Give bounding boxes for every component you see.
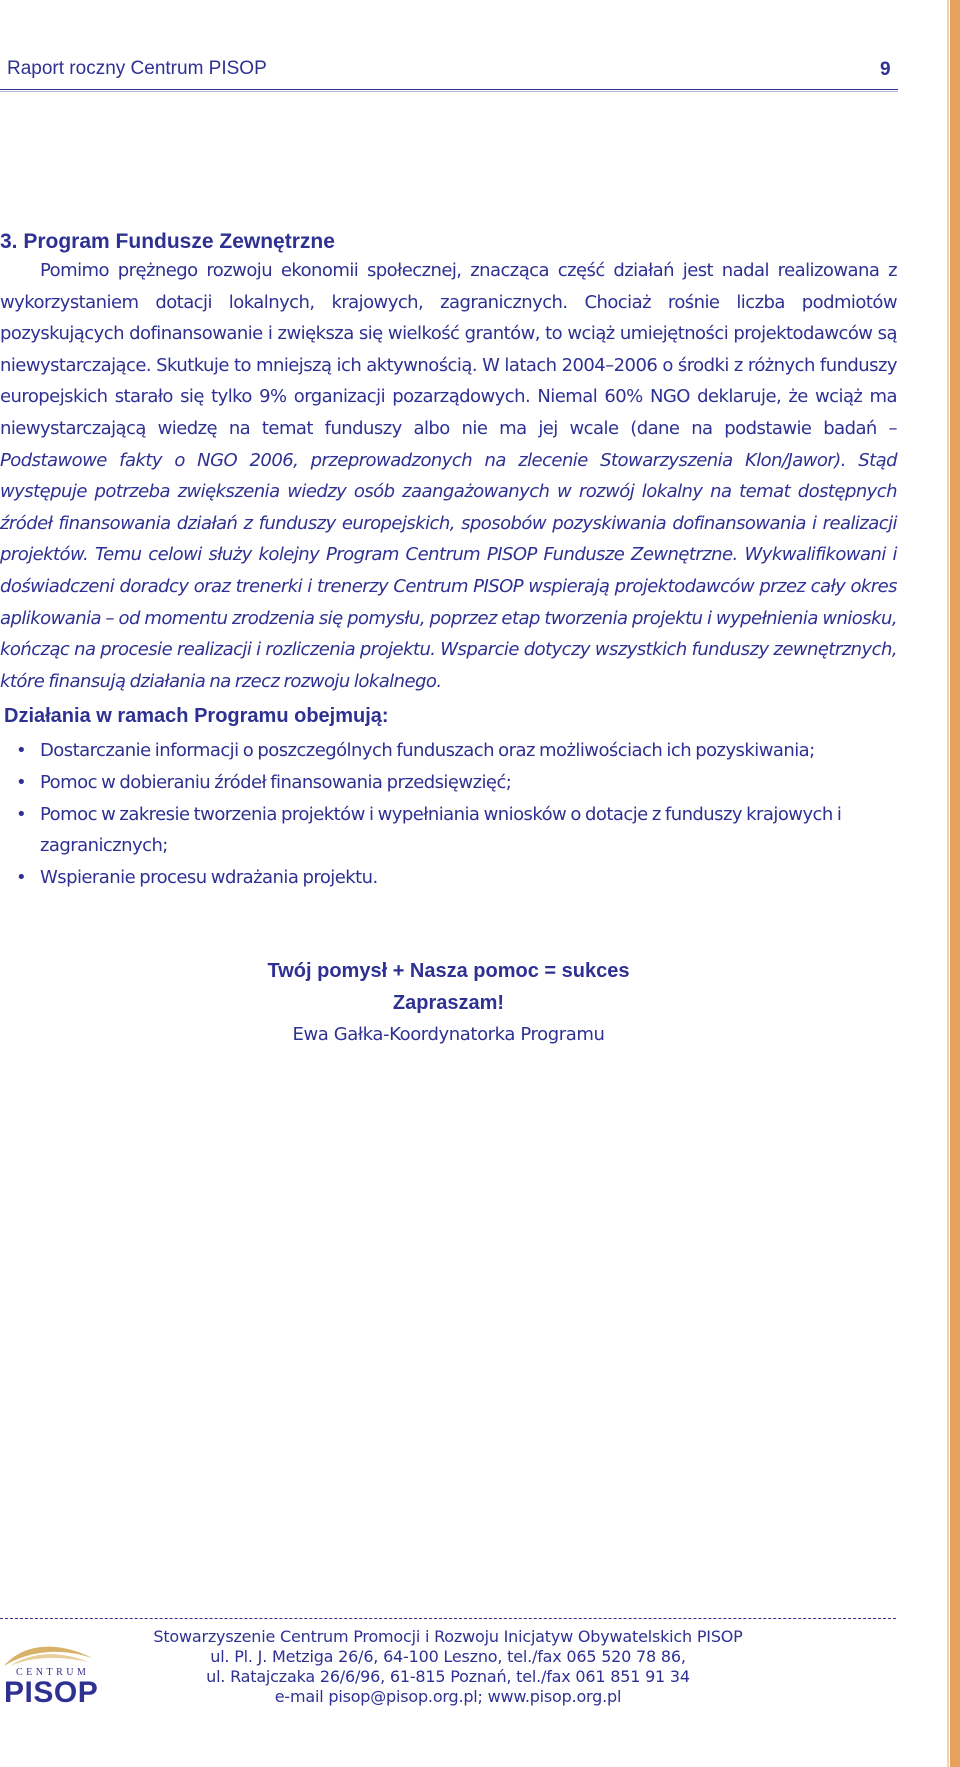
page-edge-accent-bar (950, 0, 960, 1767)
section-title: 3. Program Fundusze Zewnętrzne (0, 230, 335, 253)
footer-line: ul. Ratajczaka 26/6/96, 61-815 Poznań, tel./fax 061 851 91 34 (206, 1667, 690, 1686)
bullet-icon: • (16, 803, 27, 825)
logo-small-text: CENTRUM (16, 1667, 90, 1678)
bullet-icon: • (16, 740, 27, 762)
list-item-text: Dostarczanie informacji o poszczególnych funduszach oraz możliwościach ich pozyskiwania; (40, 740, 815, 762)
list-item-text: Wspieranie procesu wdrażania projektu. (40, 866, 378, 888)
closing-signature: Ewa Gałka-Koordynatorka Programu (292, 1024, 605, 1045)
footer-contact (0, 1627, 896, 1707)
list-item (16, 862, 897, 894)
header-divider-light (0, 91, 898, 92)
footer-line: Stowarzyszenie Centrum Promocji i Rozwoju Inicjatyw Obywatelskich PISOP (153, 1627, 743, 1646)
list-item (16, 735, 897, 767)
list-item (16, 799, 897, 862)
list-item (16, 767, 897, 799)
closing-invite: Zapraszam! (392, 992, 505, 1014)
bullet-icon: • (16, 771, 27, 793)
bullet-icon: • (16, 866, 27, 888)
header-title: Raport roczny Centrum PISOP (7, 58, 267, 79)
page-number: 9 (880, 59, 891, 80)
activities-heading: Działania w ramach Programu obejmują: (4, 705, 389, 728)
footer-divider (0, 1618, 896, 1619)
activities-list (0, 735, 897, 893)
header-divider (0, 89, 898, 90)
paragraph-text-regular: Pomimo prężnego rozwoju ekonomii społecznej, znacząca część działań jest nadal realizowana z wykorzystaniem dotacji lokalnych, krajowych, zagranicznych. Chociaż rośnie liczba podmiotów pozyskujących dofinansowanie i zwiększa się wielkość grantów, to wciąż umiejętności projektodawców są niewystarczające. Skutkuje to mniejszą ich aktywnością. W latach 2004–2006 o środki z różnych funduszy europejskich starało się tylko 9% organizacji pozarządowych. Niemal 60% NGO deklaruje, że wciąż ma niewystarczającą wiedzę na temat funduszy albo nie ma jej wcale (dane na podstawie badań (0, 260, 897, 439)
footer-line: e-mail pisop@pisop.org.pl; www.pisop.org.pl (274, 1687, 622, 1706)
closing-block (0, 955, 897, 1050)
section-paragraph (0, 255, 897, 697)
closing-slogan: Twój pomysł + Nasza pomoc = sukces (267, 960, 630, 982)
list-item-text: Pomoc w dobieraniu źródeł finansowania przedsięwzięć; (40, 771, 512, 793)
logo-main-text: PISOP (4, 1676, 99, 1709)
list-item-text: Pomoc w zakresie tworzenia projektów i wypełniania wniosków o dotacje z funduszy krajowych i zagranicznych; (40, 803, 842, 857)
footer-line: ul. Pl. J. Metziga 26/6, 64-100 Leszno, tel./fax 065 520 78 86, (210, 1647, 686, 1666)
main-content (0, 228, 897, 893)
paragraph-text-italic: – Podstawowe fakty o NGO 2006, przeprowadzonych na zlecenie Stowarzyszenia Klon/Jawor). Stąd występuje potrzeba zwiększenia wiedzy osób zaangażowanych w rozwój lokalny na temat dostępnych źródeł finansowania działań z funduszy europejskich, sposobów pozyskiwania dofinansowania i realizacji projektów. Temu celowi służy kolejny Program Centrum PISOP Fundusze Zewnętrzne. Wykwalifikowani i doświadczeni doradcy oraz trenerki i trenerzy Centrum PISOP wspierają projektodawców przez cały okres aplikowania – od momentu zrodzenia się pomysłu, poprzez etap tworzenia projektu i wypełnienia wniosku, kończąc na procesie realizacji i rozliczenia projektu. Wsparcie dotyczy wszystkich funduszy zewnętrznych, które finansują działania na rzecz rozwoju lokalnego. (0, 417, 897, 692)
